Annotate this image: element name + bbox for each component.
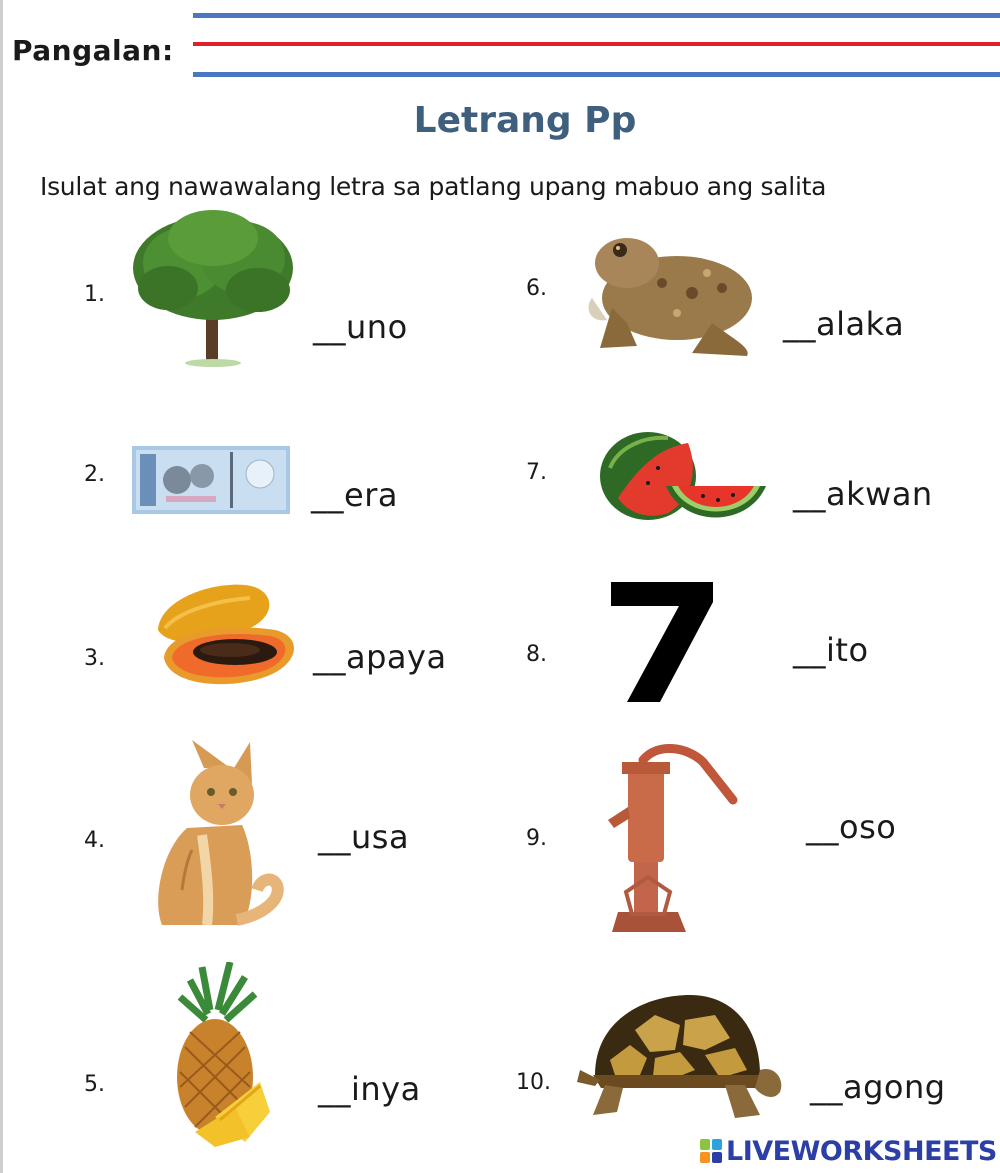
item-number: 1. (84, 282, 105, 307)
word-blank[interactable]: __inya (318, 1070, 421, 1108)
word-blank[interactable]: __oso (806, 808, 897, 846)
brand-text: LIVEWORKSHEETS (726, 1135, 997, 1167)
liveworksheets-brand[interactable] (700, 1135, 997, 1167)
item-number: 3. (84, 646, 105, 671)
word-blank[interactable]: __agong (810, 1068, 946, 1106)
item-number: 6. (526, 276, 547, 301)
peso-bill-picture (132, 446, 290, 514)
tree-picture (128, 208, 303, 368)
item-number: 2. (84, 462, 105, 487)
item-number: 5. (84, 1072, 105, 1097)
name-label: Pangalan: (12, 34, 174, 67)
liveworksheets-logo-icon (700, 1139, 722, 1163)
frog-picture (582, 228, 757, 356)
cat-picture (132, 740, 287, 930)
item-number: 9. (526, 826, 547, 851)
pineapple-picture (160, 962, 285, 1147)
papaya-picture (150, 580, 310, 700)
item-number: 4. (84, 828, 105, 853)
instruction-text: Isulat ang nawawalang letra sa patlang upang mabuo ang salita (40, 172, 827, 201)
word-blank[interactable]: __alaka (783, 305, 905, 343)
water-pump-picture (608, 742, 738, 937)
item-number: 8. (526, 642, 547, 667)
name-line-middle[interactable] (193, 42, 1000, 46)
word-blank[interactable]: __apaya (313, 638, 447, 676)
word-blank[interactable]: __ito (793, 631, 869, 669)
word-blank[interactable]: __akwan (793, 475, 933, 513)
word-blank[interactable]: __uno (313, 308, 408, 346)
page-title: Letrang Pp (413, 100, 637, 141)
page-border (0, 0, 3, 1173)
turtle-picture (575, 990, 785, 1120)
name-line-bottom (193, 72, 1000, 77)
item-number: 10. (516, 1070, 551, 1095)
name-line-top (193, 13, 1000, 18)
watermelon-picture (598, 428, 768, 530)
word-blank[interactable]: __era (311, 476, 398, 514)
number-seven-picture (605, 580, 715, 702)
word-blank[interactable]: __usa (318, 818, 410, 856)
item-number: 7. (526, 460, 547, 485)
